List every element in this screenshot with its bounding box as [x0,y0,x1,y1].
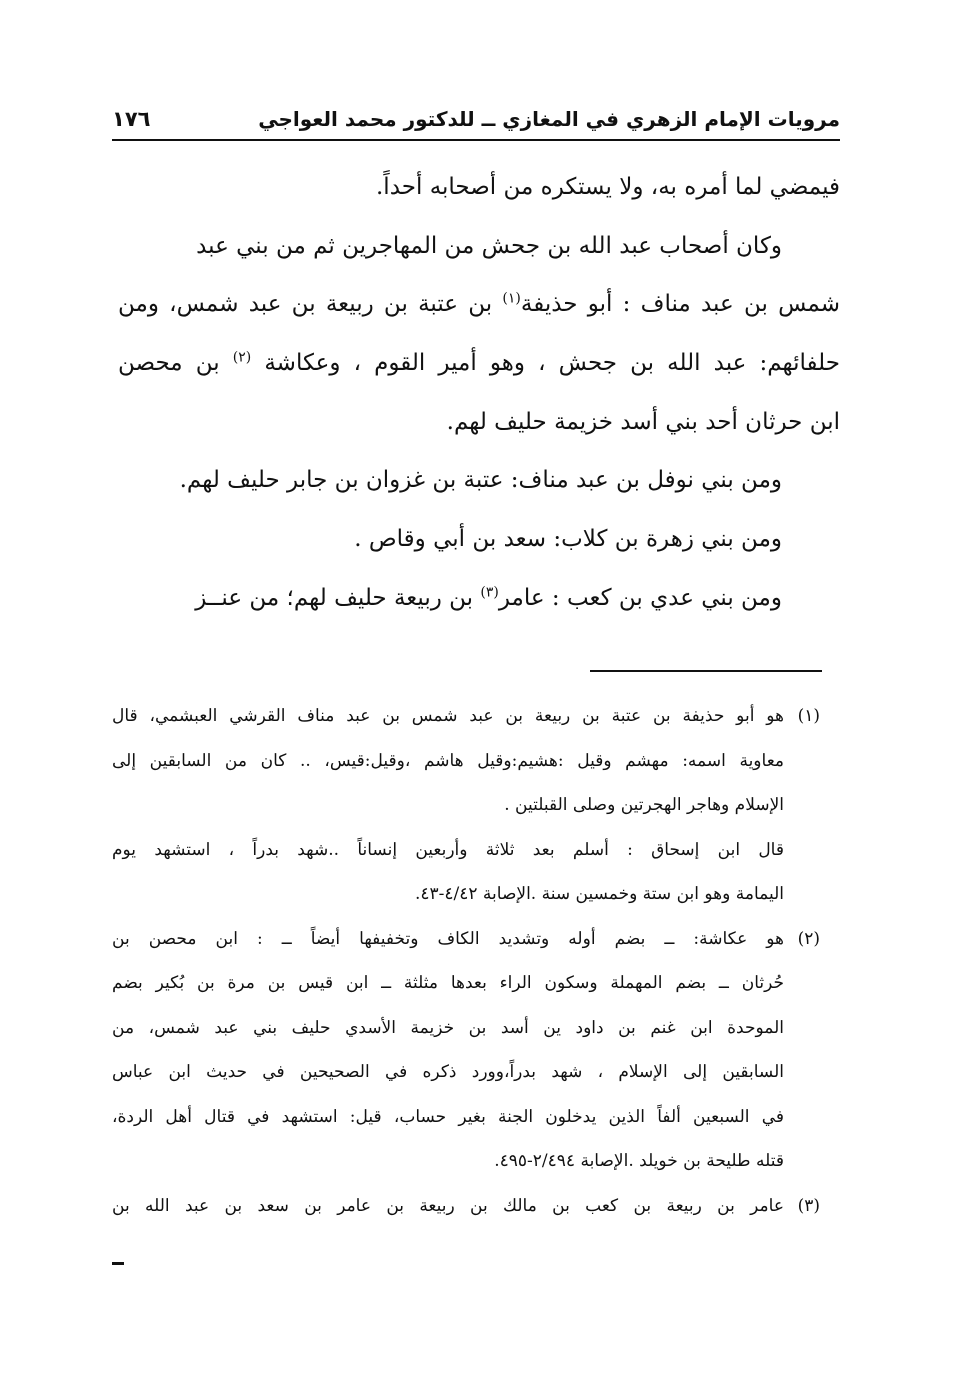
text-line: ومن بني زهرة بن كلاب: سعد بن أبي وقاص . [354,526,782,553]
text-segment: بن ربيعة حليف لهم؛ من عنــز [195,584,481,611]
text-segment: بن محصن [118,350,233,377]
footnote-number: (٣) [797,1195,820,1216]
footnote-separator [590,670,822,672]
header-title: مرويات الإمام الزهري في المغازي ــ للدكتور محمد العواجي [258,107,840,131]
footnote-line [112,917,820,962]
footnote-line: معاوية اسمه: مهشم وقيل :هشيم:وقيل هاشم ،وقيل:قيس، .. كان من السابقين إلى [112,750,784,771]
footnote-line: اليمامة وهو ابن ستة وخمسين سنة .الإصابة ٤/٤٢-٤٣. [414,884,784,904]
footnote-line: السابقين إلى الإسلام ، شهد بدراً،وورد ذكره في الصحيحين في حديث ابن عباس [112,1062,784,1082]
page-number: ١٧٦ [112,107,151,131]
main-text [118,158,840,628]
footnote-line: حُرثان ــ بضم المهملة وسكون الراء بعدها مثلثة ــ ابن قيس بن مرة بن بُكير بضم [112,973,784,993]
footnotes [112,694,820,1228]
footnote-line: قتله طليحة بن خويلد .الإصابة ٢/٤٩٤-٤٩٥. [494,1151,784,1171]
footnote-line: قال ابن إسحاق : أسلم بعد ثلاثة وأربعين إنساناً ..شهد بدراً ، استشهد يوم [112,839,784,860]
footnote-line: الموحدة ابن غنم بن داود ين أسد بن خزيمة الأسدي حليف بني عبد شمس، من [112,1017,784,1038]
text-segment: ومن بني عدي بن كعب : عامر [498,584,782,611]
footnote-ref[interactable]: (٣) [480,584,499,601]
footnote-number: (٢) [797,928,820,949]
text-line [118,569,840,628]
text-line [118,275,840,334]
header-rule [112,139,840,141]
footnote-text: عامر بن ربيعة بن كعب بن مالك بن ربيعة بن عامر بن سعد بن عبد الله بن [112,1195,784,1216]
footnote-text: هو أبو حذيفة بن عتبة بن ربيعة بن عبد شمس بن عبد مناف القرشي العبشمي، قال [112,706,784,726]
text-line: فيمضي لما أمره به، ولا يستكره من أصحابه أحداً. [376,174,840,200]
text-line [118,334,840,393]
text-segment: شمس بن عبد مناف : أبو حذيفة [520,291,840,318]
text-segment: حلفائهم: عبد الله بن جحش ، وهو أمير القوم ، وعكاشة [251,350,841,377]
footnote-ref[interactable]: (١) [502,290,521,307]
text-line: وكان أصحاب عبد الله بن جحش من المهاجرين ثم من بني عبد [196,232,782,259]
running-header [112,104,840,138]
footnote-line [112,1184,820,1229]
footnote-line: الإسلام وهاجر الهجرتين وصلى القبلتين . [504,795,784,815]
continuation-mark [112,1262,124,1265]
footnote-text: هو عكاشة: ــ بضم أوله وتشديد الكاف وتخفيفها أيضاً ــ : ابن محصن بن [112,928,784,949]
footnote-number: (١) [797,706,820,726]
text-segment: بن عتبة بن ربيعة بن عبد شمس، ومن [118,291,503,318]
text-line: ابن حرثان أحد بني أسد خزيمة حليف لهم. [446,408,840,435]
footnote-line: في السبعين ألفاً الذين يدخلون الجنة بغير حساب، قيل: استشهد في قتال أهل الردة، [112,1106,784,1127]
text-line: ومن بني نوفل بن عبد مناف: عتبة بن غزوان بن جابر حليف لهم. [179,467,782,494]
footnote-ref[interactable]: (٢) [232,349,252,366]
footnote-line [112,694,820,739]
